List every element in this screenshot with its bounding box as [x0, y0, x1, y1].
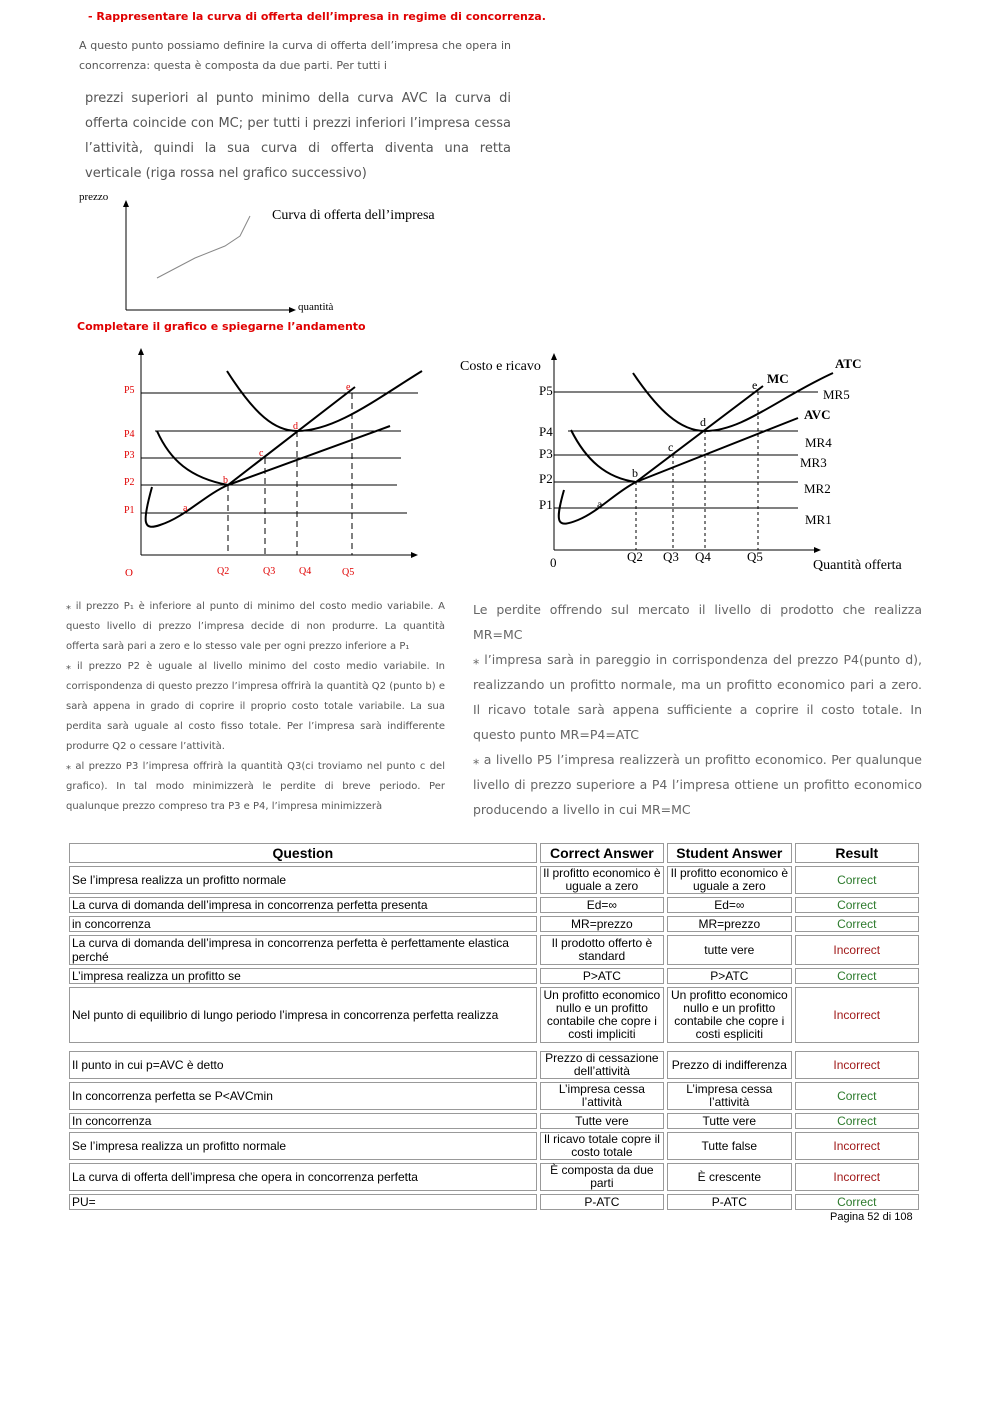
right-ylabel: Costo e ricavo — [460, 359, 541, 374]
question-cell: La curva di domanda dell’impresa in concorrenza perfetta presenta — [69, 897, 537, 913]
table-spacer-row — [69, 1046, 919, 1048]
left-p4-label: P4 — [124, 429, 135, 440]
right-q3-label: Q3 — [663, 549, 679, 564]
left-explanation — [66, 597, 445, 817]
header-correct-answer: Correct Answer — [540, 843, 664, 863]
left-cost-graph — [115, 345, 435, 585]
question-cell: La curva di offerta dell’impresa che opera in concorrenza perfetta — [69, 1163, 537, 1191]
question-cell: L’impresa realizza un profitto se — [69, 968, 537, 984]
right-point-d: d — [700, 415, 706, 429]
student-answer-cell: Tutte false — [667, 1132, 791, 1160]
right-xlabel: Quantità offerta — [813, 558, 902, 573]
correct-answer-cell: Il ricavo totale copre il costo totale — [540, 1132, 664, 1160]
student-answer-cell: Prezzo di indifferenza — [667, 1051, 791, 1079]
supply-chart-title: Curva di offerta dell’impresa — [272, 208, 435, 223]
right-point-c: c — [668, 440, 674, 454]
right-q5-label: Q5 — [747, 549, 763, 564]
result-cell: Correct — [795, 1082, 919, 1110]
correct-answer-cell: P>ATC — [540, 968, 664, 984]
table-row — [69, 866, 919, 894]
right-explanation-p2: ⁎ l’impresa sarà in pareggio in corrispondenza del prezzo P4(punto d), realizzando un profitto normale, ma un profitto economico pari a zero. Il ricavo totale sarà appena sufficiente a coprire il costo totale. In questo punto MR=P4=ATC — [473, 652, 922, 742]
student-answer-cell: P-ATC — [667, 1194, 791, 1210]
right-explanation-p1: Le perdite offrendo sul mercato il livello di prodotto che realizza MR=MC — [473, 602, 922, 642]
right-p4-label: P4 — [539, 424, 553, 439]
result-cell: Incorrect — [795, 987, 919, 1043]
left-p1-label: P1 — [124, 505, 135, 516]
result-cell: Correct — [795, 866, 919, 894]
table-row — [69, 987, 919, 1043]
question-cell: Se l’impresa realizza un profitto normale — [69, 1132, 537, 1160]
right-q4-label: Q4 — [695, 549, 711, 564]
question-cell: La curva di domanda dell’impresa in concorrenza perfetta è perfettamente elastica perché — [69, 935, 537, 965]
left-p5-label: P5 — [124, 385, 135, 396]
right-mr4-label: MR4 — [805, 435, 832, 450]
left-origin-label: O — [125, 567, 133, 579]
page-number: Pagina 52 di 108 — [830, 1211, 913, 1223]
right-q2-label: Q2 — [627, 549, 643, 564]
right-origin-label: 0 — [550, 555, 557, 570]
right-mr5-label: MR5 — [823, 387, 850, 402]
left-q3-label: Q3 — [263, 566, 276, 577]
left-p2-label: P2 — [124, 477, 135, 488]
table-row — [69, 935, 919, 965]
right-mr3-label: MR3 — [800, 455, 827, 470]
left-point-b: b — [223, 475, 228, 486]
heading-represent-supply: - Rappresentare la curva di offerta dell’impresa in regime di concorrenza. — [88, 10, 546, 23]
student-answer-cell: P>ATC — [667, 968, 791, 984]
result-cell: Incorrect — [795, 1132, 919, 1160]
correct-answer-cell: Un profitto economico nullo e un profitto contabile che copre i costi impliciti — [540, 987, 664, 1043]
intro-paragraph-continued: prezzi superiori al punto minimo della curva AVC la curva di offerta coincide con MC; per tutti i prezzi inferiori l’impresa cessa l’attività, quindi la sua curva di offerta diventa una retta verticale (riga rossa nel grafico successivo) — [85, 91, 511, 181]
result-cell: Correct — [795, 1113, 919, 1129]
student-answer-cell: MR=prezzo — [667, 916, 791, 932]
correct-answer-cell: Prezzo di cessazione dell’attività — [540, 1051, 664, 1079]
question-cell: Nel punto di equilibrio di lungo periodo l’impresa in concorrenza perfetta realizza — [69, 987, 537, 1043]
result-cell: Correct — [795, 916, 919, 932]
result-cell: Incorrect — [795, 1051, 919, 1079]
table-row — [69, 1113, 919, 1129]
table-row — [69, 897, 919, 913]
question-cell: Il punto in cui p=AVC è detto — [69, 1051, 537, 1079]
right-cost-graph — [458, 350, 928, 580]
student-answer-cell: Un profitto economico nullo e un profitto contabile che copre i costi espliciti — [667, 987, 791, 1043]
student-answer-cell: È crescente — [667, 1163, 791, 1191]
result-cell: Correct — [795, 897, 919, 913]
right-explanation-p3: ⁎ a livello P5 l’impresa realizzerà un profitto economico. Per qualunque livello di prezzo superiore a P4 l’impresa ottiene un profitto economico producendo a livello in cui MR=MC — [473, 752, 922, 817]
left-q4-label: Q4 — [299, 566, 312, 577]
right-p3-label: P3 — [539, 446, 553, 461]
left-point-d: d — [293, 421, 298, 432]
right-p2-label: P2 — [539, 471, 553, 486]
intro-paragraph: A questo punto possiamo definire la curva di offerta dell’impresa che opera in concorrenza: questa è composta da due parti. Per tutti i — [79, 39, 511, 72]
quiz-results-table — [66, 840, 922, 1213]
left-explanation-p2: ⁎ il prezzo P2 è uguale al livello minimo del costo medio variabile. In corrispondenza di questo prezzo l’impresa offrirà la quantità Q2 (punto b) e sarà appena in grado di coprire il proprio costo totale variabile. La sua perdita sarà uguale al costo fisso totale. Per l’impresa sarà indifferente produrre Q2 o cessare l’attività. — [66, 661, 445, 752]
supply-chart-xlabel: quantità — [298, 301, 334, 313]
result-cell: Incorrect — [795, 935, 919, 965]
table-row — [69, 1132, 919, 1160]
heading-complete-graph: Completare il grafico e spiegarne l’andamento — [77, 320, 366, 333]
left-q5-label: Q5 — [342, 567, 355, 578]
table-row — [69, 968, 919, 984]
left-point-c: c — [259, 448, 264, 459]
student-answer-cell: Il profitto economico è uguale a zero — [667, 866, 791, 894]
correct-answer-cell: Il prodotto offerto è standard — [540, 935, 664, 965]
header-student-answer: Student Answer — [667, 843, 791, 863]
right-point-e: e — [752, 378, 758, 392]
supply-curve-chart — [75, 188, 475, 316]
right-point-a: a — [597, 497, 603, 511]
table-row — [69, 1194, 919, 1210]
left-explanation-p1: ⁎ il prezzo P₁ è inferiore al punto di minimo del costo medio variabile. A questo livello di prezzo l’impresa decide di non produrre. La quantità offerta sarà pari a zero e lo stesso vale per ogni prezzo inferiore a P₁ — [66, 601, 445, 652]
left-point-e: e — [346, 382, 351, 393]
question-cell: In concorrenza perfetta se P<AVCmin — [69, 1082, 537, 1110]
right-atc-label: ATC — [835, 356, 862, 371]
question-cell: In concorrenza — [69, 1113, 537, 1129]
left-q2-label: Q2 — [217, 566, 230, 577]
right-point-b: b — [632, 466, 638, 480]
correct-answer-cell: P-ATC — [540, 1194, 664, 1210]
right-mr2-label: MR2 — [804, 481, 831, 496]
question-cell: Se l’impresa realizza un profitto normale — [69, 866, 537, 894]
result-cell: Correct — [795, 968, 919, 984]
student-answer-cell: tutte vere — [667, 935, 791, 965]
right-mc-label: MC — [767, 371, 789, 386]
header-result: Result — [795, 843, 919, 863]
student-answer-cell: L’impresa cessa l’attività — [667, 1082, 791, 1110]
table-row — [69, 1051, 919, 1079]
table-row — [69, 1163, 919, 1191]
student-answer-cell: Ed=∞ — [667, 897, 791, 913]
left-p3-label: P3 — [124, 450, 135, 461]
supply-chart-ylabel: prezzo — [79, 191, 109, 203]
correct-answer-cell: Tutte vere — [540, 1113, 664, 1129]
student-answer-cell: Tutte vere — [667, 1113, 791, 1129]
correct-answer-cell: L’impresa cessa l’attività — [540, 1082, 664, 1110]
right-p5-label: P5 — [539, 383, 553, 398]
question-cell: in concorrenza — [69, 916, 537, 932]
right-avc-label: AVC — [804, 407, 831, 422]
table-row — [69, 1082, 919, 1110]
result-cell: Incorrect — [795, 1163, 919, 1191]
left-point-a: a — [183, 503, 188, 514]
correct-answer-cell: Il profitto economico è uguale a zero — [540, 866, 664, 894]
correct-answer-cell: MR=prezzo — [540, 916, 664, 932]
result-cell: Correct — [795, 1194, 919, 1210]
correct-answer-cell: Ed=∞ — [540, 897, 664, 913]
table-spacer-cell — [69, 1046, 919, 1048]
header-question: Question — [69, 843, 537, 863]
table-row — [69, 916, 919, 932]
right-explanation — [473, 597, 922, 822]
left-explanation-p3: ⁎ al prezzo P3 l’impresa offrirà la quantità Q3(ci troviamo nel punto c del grafico). In tal modo minimizzerà le perdite di breve periodo. Per qualunque prezzo compreso tra P3 e P4, l’impresa minimizzerà — [66, 761, 445, 812]
right-p1-label: P1 — [539, 497, 553, 512]
question-cell: PU= — [69, 1194, 537, 1210]
right-mr1-label: MR1 — [805, 512, 832, 527]
correct-answer-cell: È composta da due parti — [540, 1163, 664, 1191]
